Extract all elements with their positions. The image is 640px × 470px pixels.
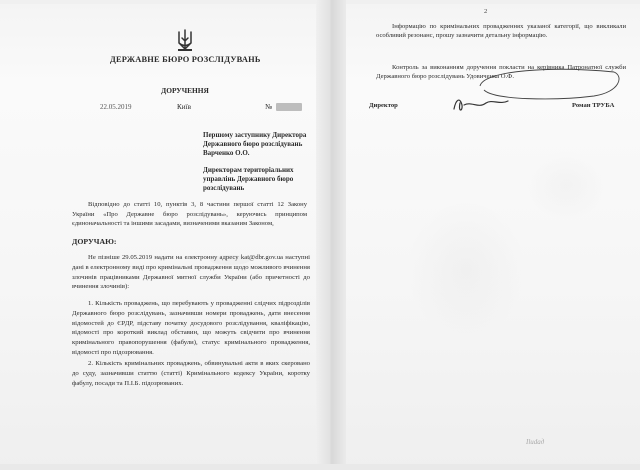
paragraph-resonance	[376, 22, 626, 41]
paragraph-item-2-text: 2. Кількість кримінальних проваджень, обвинувальні акти в яких скеровано до суду, зазначивши статтю (статті) Кримінального кодексу України, коротку фабулу, посади та П.І.Б. підозрюваних.	[72, 360, 310, 387]
scan-smudge	[210, 255, 250, 265]
page-gutter	[316, 0, 346, 470]
recipient-1-line: Першому заступнику Директора	[203, 131, 307, 139]
document-title: ДОРУЧЕННЯ	[161, 86, 209, 95]
scan-smudge	[406, 200, 526, 340]
document-city: Київ	[177, 103, 192, 111]
handwritten-note: Ilиdaд	[526, 438, 545, 446]
paragraph-item-2	[72, 359, 310, 388]
paragraph-resonance-text: Інформацію по кримінальних провадженнях указаної категорії, що викликали особливий резонанс, прошу зазначити детальну інформацію.	[376, 23, 626, 40]
recipient-block-2	[203, 166, 294, 192]
paragraph-deadline-text: Не пізніше 29.05.2019 надати на електронну адресу kat@dbr.gov.ua наступні дані в електронному виді про кримінальні провадження щодо можливого вчинення злочинів працівниками Державної митної служби України (або причетності до вчинення злочинів):	[72, 254, 310, 291]
instruction-heading: ДОРУЧАЮ:	[72, 237, 117, 246]
document-number-label: №	[265, 102, 273, 111]
paragraph-item-1-text: 1. Кількість проваджень, що перебувають у провадженні слідчих підрозділів Державного бюро розслідувань, зазначивши номери проваджень, дати внесення відомостей до ЄРДР, підставу початку досудового розслідування, кваліфікацію, відомості про короткий виклад обставин, що можуть свідчити про вчинення кримінального правопорушення (фабули), статус кримінального провадження, відомості про підозрювання.	[72, 300, 310, 356]
paragraph-item-1	[72, 299, 310, 358]
recipient-2-line: Директорам територіальних	[203, 166, 294, 174]
signer-title: Директор	[369, 102, 398, 109]
page-number: 2	[484, 8, 488, 15]
scan-smudge	[526, 150, 606, 220]
trident-emblem-icon	[175, 29, 195, 53]
right-page	[346, 0, 640, 470]
intro-paragraph	[72, 200, 307, 229]
redacted-number	[276, 103, 302, 111]
recipient-block-1	[203, 131, 306, 157]
recipient-2-line: управлінь Державного бюро	[203, 174, 294, 183]
signer-name: Роман ТРУБА	[572, 102, 615, 109]
recipient-1-line: Державного бюро розслідувань	[203, 139, 303, 148]
paragraph-control-text: Контроль за виконанням доручення покласти на керівника Патронатної служби Державного бюро розслідувань Удовиченка О.Ф.	[376, 64, 626, 81]
recipient-1-line: Варченко О.О.	[203, 148, 250, 157]
signature-icon	[450, 91, 512, 117]
recipient-2-line: розслідувань	[203, 183, 245, 192]
agency-name: ДЕРЖАВНЕ БЮРО РОЗСЛІДУВАНЬ	[110, 55, 261, 64]
document-date: 22.05.2019	[100, 103, 132, 111]
left-page	[0, 0, 316, 470]
paragraph-deadline	[72, 253, 310, 292]
intro-text: Відповідно до статті 10, пунктів 3, 8 частини першої статті 12 Закону України «Про Державне бюро розслідувань», керуючись принципом єдиноначальності та іншими засадами, визначеними вказаним Законом,	[72, 201, 307, 228]
